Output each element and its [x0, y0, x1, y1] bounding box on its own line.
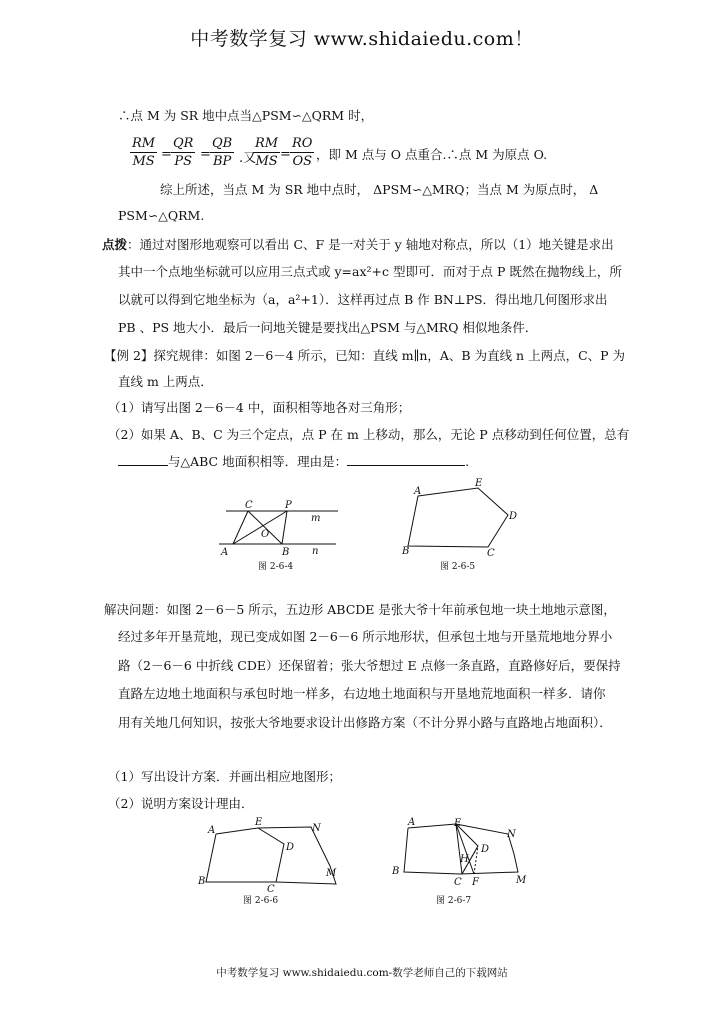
figure-2-6-5 [398, 478, 526, 576]
label-e: E [475, 478, 483, 489]
fraction-rm-ms [130, 136, 157, 169]
label-d: D [481, 844, 490, 855]
segment-bp [282, 511, 287, 544]
numerator: QB [212, 136, 233, 151]
label-a: A [408, 817, 416, 828]
fraction-rm-ms-2 [253, 136, 280, 169]
page-footer: 中考数学复习 www.shidaiedu.com-数学老师自己的下载网站 [216, 967, 508, 979]
figure-2-6-6 [196, 814, 346, 908]
label-c: C [267, 884, 275, 895]
text-line: （1）写出设计方案．并画出相应地图形； [108, 769, 341, 784]
text-line: 综上所述，当点 M 为 SR 地中点时， ΔPSM∽△MRQ；当点 M 为原点时， Δ [160, 182, 599, 197]
denominator: PS [174, 154, 193, 169]
label-c: C [454, 877, 462, 888]
pentagon-abcde [408, 488, 508, 547]
text-line: 直线 m 上两点． [118, 374, 213, 389]
label-h: H [460, 854, 469, 865]
label-b: B [402, 546, 410, 557]
answer-blank [118, 455, 168, 466]
figure-caption: 图 2-6-6 [243, 896, 279, 906]
fraction-qb-bp [210, 136, 234, 169]
text-line: PSM∽△QRM. [118, 208, 205, 223]
text-line: 直路左边地土地面积与承包时地一样多，右边地土地面积与开垦地荒地面积一样多．请你 [118, 686, 606, 701]
segment-ap [233, 511, 287, 544]
text-line: ∴点 M 为 SR 地中点当△PSM∽△QRM 时， [118, 108, 374, 123]
label-n: N [507, 829, 516, 840]
fraction-ro-os [290, 136, 314, 169]
numerator: RM [132, 136, 156, 151]
denominator: MS [255, 154, 278, 169]
label-n: n [312, 546, 319, 557]
label-b: B [282, 547, 290, 558]
equals-sign: = [280, 147, 291, 162]
label-f: F [472, 877, 479, 888]
denominator: BP [212, 154, 232, 169]
label-a: A [414, 486, 422, 497]
label-n: N [312, 823, 321, 834]
figure-caption: 图 2-6-7 [436, 896, 472, 906]
tip-label: 点拨 [102, 237, 128, 252]
text-line: 以就可以得到它地坐标为（a，a²+1）．这样再过点 B 作 BN⊥PS．得出地几何图形求出 [118, 292, 608, 307]
text-line: 【例 2】探究规律：如图 2－6－4 所示，已知：直线 m∥n，A、B 为直线 n 上两点，C、P 为 [104, 348, 626, 363]
numerator: RO [292, 136, 313, 151]
q2-end-text: . [465, 454, 470, 469]
numerator: QR [173, 136, 194, 151]
page-header: 中考数学复习 www.shidaiedu.com！ [190, 28, 534, 50]
label-m: M [326, 868, 337, 879]
numerator: RM [255, 136, 279, 151]
label-p: P [285, 500, 292, 511]
text-line: （2）说明方案设计理由． [108, 796, 254, 811]
label-a: A [221, 547, 229, 558]
label-b: B [392, 866, 400, 877]
label-m: m [311, 513, 321, 524]
text-line: 其中一个点地坐标就可以应用三点式或 y=ax²+c 型即可．而对于点 P 既然在抛物线上，所 [118, 264, 622, 279]
text-line: 经过多年开垦荒地，现已变成如图 2－6－6 所示地形状，但承包土地与开垦荒地地分界小 [118, 629, 613, 644]
figure-2-6-4 [216, 492, 344, 576]
fraction-qr-ps [171, 136, 195, 169]
q2-mid-text: 与△ABC 地面积相等．理由是： [168, 454, 348, 469]
equals-sign: = [200, 147, 211, 162]
answer-blank [347, 455, 465, 466]
label-e: E [255, 817, 263, 828]
text-line: （1）请写出图 2－6－4 中，面积相等地各对三角形； [108, 400, 411, 415]
denominator: OS [292, 154, 313, 169]
label-c: C [487, 548, 495, 559]
label-d: D [286, 842, 295, 853]
label-b: B [198, 876, 206, 887]
path-cde [258, 828, 284, 882]
label-c: C [245, 500, 253, 511]
label-m: M [516, 875, 527, 886]
figure-caption: 图 2-6-5 [440, 562, 476, 572]
equation-tail: ，即 M 点与 O 点重合.∴点 M 为原点 O. [316, 147, 548, 162]
label-a: A [208, 825, 216, 836]
figure-caption: 图 2-6-4 [258, 562, 294, 572]
text-line [118, 452, 469, 470]
text-line: （2）如果 A、B、C 为三个定点，点 P 在 m 上移动，那么，无论 P 点移动到任何位置，总有 [108, 427, 630, 442]
text-line [102, 235, 614, 253]
label-e: E [454, 818, 462, 829]
label-o: O [261, 529, 270, 540]
text-line: 解决问题：如图 2－6－5 所示，五边形 ABCDE 是张大爷十年前承包地一块土地地示意图， [104, 602, 616, 617]
denominator: MS [132, 154, 155, 169]
text-line: PB 、PS 地大小．最后一问地关键是要找出△PSM 与△MRQ 相似地条件． [118, 320, 538, 335]
label-d: D [509, 511, 518, 522]
text-line: 用有关地几何知识，按张大爷地要求设计出修路方案（不计分界小路与直路地占地面积）． [118, 715, 612, 730]
figure-2-6-7 [390, 812, 540, 908]
text-line: 路（2－6－6 中折线 CDE）还保留着；张大爷想过 E 点修一条直路，直路修好后，要保持 [118, 658, 621, 673]
tip-text: ：通过对图形地观察可以看出 C、F 是一对关于 y 轴地对称点，所以（1）地关键是求出 [127, 237, 614, 252]
equation-connector: .又 [239, 151, 257, 166]
equals-sign: = [161, 147, 172, 162]
